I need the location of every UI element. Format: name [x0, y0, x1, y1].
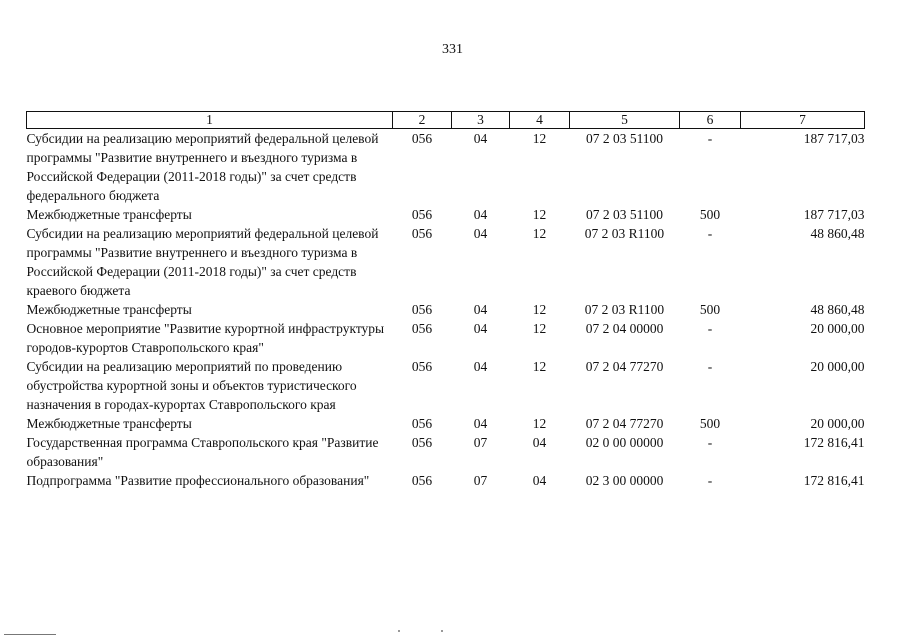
row-section-code: 04: [473, 226, 488, 241]
row-target-article: 07 2 04 77270: [585, 416, 664, 431]
row-ministry-code: 056: [411, 416, 433, 431]
table-row: [27, 129, 865, 206]
row-ministry-code: 056: [411, 435, 433, 450]
column-header-5: 5: [570, 112, 680, 129]
row-section-code: 04: [473, 416, 488, 431]
row-amount: 20 000,00: [810, 359, 865, 374]
row-section-code: 04: [473, 302, 488, 317]
row-expense-type: -: [707, 359, 713, 374]
row-expense-type: -: [707, 321, 713, 336]
row-name: Субсидии на реализацию мероприятий федеральной целевой программы "Развитие внутреннего и въездного туризма в Российской Федерации (2011-2018 годы)" за счет средств федерального бюджета: [26, 131, 379, 203]
row-expense-type: 500: [699, 207, 721, 222]
row-name: Межбюджетные трансферты: [26, 416, 192, 431]
column-header-3: 3: [452, 112, 510, 129]
row-amount: 48 860,48: [810, 302, 865, 317]
row-ministry-code: 056: [411, 302, 433, 317]
table-row: [27, 319, 865, 357]
row-subsection-code: 04: [532, 473, 547, 488]
table-row: [27, 357, 865, 414]
row-subsection-code: 04: [532, 435, 547, 450]
row-target-article: 02 3 00 00000: [585, 473, 664, 488]
table-row: [27, 205, 865, 224]
row-name: Основное мероприятие "Развитие курортной инфраструктуры городов-курортов Ставропольского края": [26, 321, 385, 355]
column-header-4: 4: [510, 112, 570, 129]
row-target-article: 07 2 03 R1100: [584, 302, 665, 317]
row-amount: 20 000,00: [810, 321, 865, 336]
table-row: [27, 433, 865, 471]
row-section-code: 04: [473, 321, 488, 336]
row-target-article: 07 2 03 51100: [585, 207, 664, 222]
column-header-2: 2: [393, 112, 452, 129]
row-subsection-code: 12: [532, 321, 547, 336]
row-name: Субсидии на реализацию мероприятий федеральной целевой программы "Развитие внутреннего и въездного туризма в Российской Федерации (2011-2018 годы)" за счет средств краевого бюджета: [26, 226, 379, 298]
row-target-article: 07 2 04 77270: [585, 359, 664, 374]
row-name: Подпрограмма "Развитие профессионального образования": [26, 473, 370, 488]
row-section-code: 04: [473, 207, 488, 222]
row-ministry-code: 056: [411, 207, 433, 222]
row-name: Межбюджетные трансферты: [26, 207, 192, 222]
row-expense-type: -: [707, 473, 713, 488]
row-subsection-code: 12: [532, 302, 547, 317]
row-section-code: 04: [473, 359, 488, 374]
row-subsection-code: 12: [532, 416, 547, 431]
row-ministry-code: 056: [411, 321, 433, 336]
row-target-article: 07 2 03 51100: [585, 131, 664, 146]
footer-rule: [4, 634, 56, 635]
row-target-article: 02 0 00 00000: [585, 435, 664, 450]
row-subsection-code: 12: [532, 359, 547, 374]
row-expense-type: -: [707, 435, 713, 450]
row-subsection-code: 12: [532, 226, 547, 241]
row-name: Межбюджетные трансферты: [26, 302, 192, 317]
row-ministry-code: 056: [411, 131, 433, 146]
row-section-code: 07: [473, 435, 488, 450]
page-number: 331: [442, 42, 463, 57]
row-target-article: 07 2 03 R1100: [584, 226, 665, 241]
row-amount: 172 816,41: [803, 473, 865, 488]
row-amount: 172 816,41: [803, 435, 865, 450]
row-subsection-code: 12: [532, 207, 547, 222]
row-section-code: 07: [473, 473, 488, 488]
row-amount: 48 860,48: [810, 226, 865, 241]
scan-speck: [398, 630, 400, 632]
row-name: Субсидии на реализацию мероприятий по проведению обустройства курортной зоны и объектов туристического назначения в городах-курортах Ставропольского края: [26, 359, 357, 412]
table-row: [27, 471, 865, 490]
row-ministry-code: 056: [411, 226, 433, 241]
table-header-row: [27, 112, 865, 129]
row-expense-type: 500: [699, 416, 721, 431]
row-name: Государственная программа Ставропольского края "Развитие образования": [26, 435, 379, 469]
column-header-1: 1: [27, 112, 393, 129]
row-subsection-code: 12: [532, 131, 547, 146]
table-row: [27, 414, 865, 433]
row-expense-type: -: [707, 131, 713, 146]
scan-speck: [441, 630, 443, 632]
column-header-7: 7: [741, 112, 865, 129]
row-expense-type: 500: [699, 302, 721, 317]
row-amount: 20 000,00: [810, 416, 865, 431]
row-ministry-code: 056: [411, 473, 433, 488]
column-header-6: 6: [680, 112, 741, 129]
row-amount: 187 717,03: [803, 131, 865, 146]
row-ministry-code: 056: [411, 359, 433, 374]
row-expense-type: -: [707, 226, 713, 241]
table-row: [27, 224, 865, 300]
table-row: [27, 300, 865, 319]
row-amount: 187 717,03: [803, 207, 865, 222]
row-target-article: 07 2 04 00000: [585, 321, 664, 336]
row-section-code: 04: [473, 131, 488, 146]
budget-table: [26, 111, 865, 490]
